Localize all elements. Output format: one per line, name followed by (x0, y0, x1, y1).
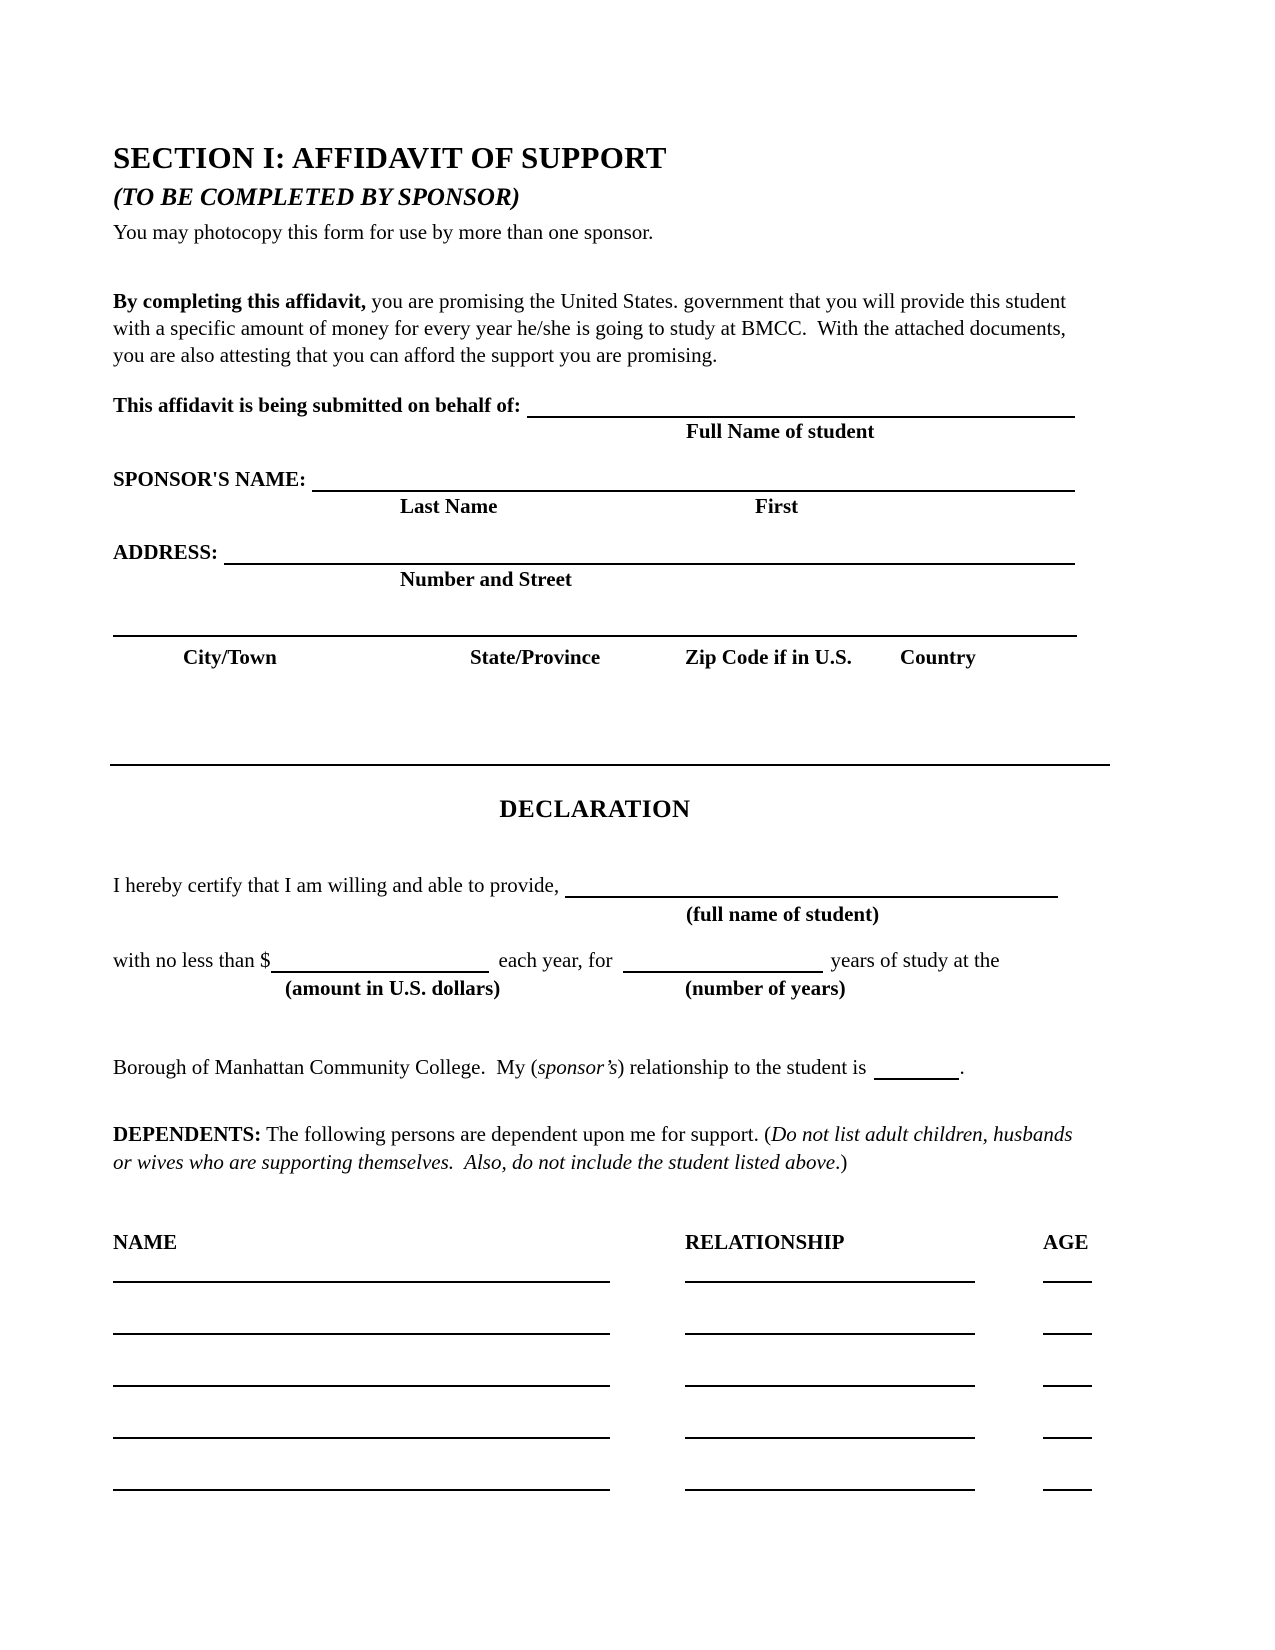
sponsor-name-row (113, 464, 1075, 492)
dependent-name-field[interactable] (113, 1463, 610, 1491)
page-title: SECTION I: AFFIDAVIT OF SUPPORT (113, 140, 667, 175)
behalf-label: This affidavit is being submitted on behalf of: (113, 393, 521, 417)
declaration-student-field[interactable] (565, 870, 1058, 898)
address-street-field[interactable] (224, 537, 1075, 565)
amount-row (113, 945, 1113, 973)
last-name-caption: Last Name (400, 494, 498, 518)
dependent-relationship-field[interactable] (685, 1307, 975, 1335)
borough-text: Borough of Manhattan Community College. My ( (113, 1055, 538, 1079)
dependent-age-field[interactable] (1043, 1359, 1092, 1387)
dependent-age-field[interactable] (1043, 1307, 1092, 1335)
behalf-row (113, 390, 1075, 418)
intro-lead-text: you are promising the United States. government that you will provide this student with a specific amount of money for every year he/she is going to study at BMCC. With the attached documents, you are also attesting that you can afford the support you are promising. (113, 289, 1072, 367)
dependent-relationship-field[interactable] (685, 1411, 975, 1439)
dependent-name-field[interactable] (113, 1411, 610, 1439)
sponsors-italic-text: sponsor’s (537, 1055, 618, 1079)
amount-label: with no less than $ (113, 948, 271, 972)
address-row (113, 537, 1075, 565)
sponsor-name-label: SPONSOR'S NAME: (113, 467, 307, 491)
page-subtitle: (TO BE COMPLETED BY SPONSOR) (113, 184, 520, 211)
address-line2-field[interactable] (113, 609, 1077, 637)
dependents-paragraph (113, 1120, 1081, 1176)
city-town-caption: City/Town (183, 645, 277, 669)
country-caption: Country (900, 645, 976, 669)
dependents-header-name: NAME (113, 1230, 178, 1254)
dependent-row (0, 1307, 1275, 1333)
years-field[interactable] (623, 945, 823, 973)
photocopy-note: You may photocopy this form for use by more than one sponsor. (113, 220, 654, 244)
dependent-age-field[interactable] (1043, 1411, 1092, 1439)
dependents-italic-text: Do not list adult children, husbands or wives who are supporting themselves. Also, do not include the student listed above (113, 1122, 1078, 1174)
sentence-period: . (959, 1055, 965, 1079)
years-suffix-text: years of study at the (830, 948, 1000, 972)
declaration-student-caption: (full name of student) (686, 902, 880, 926)
address-label: ADDRESS: (113, 540, 219, 564)
intro-lead-bold: By completing this affidavit, (113, 289, 367, 313)
each-year-text: each year, for (498, 948, 613, 972)
first-name-caption: First (755, 494, 799, 518)
dependent-relationship-field[interactable] (685, 1359, 975, 1387)
dependent-name-field[interactable] (113, 1359, 610, 1387)
dependents-header-relationship: RELATIONSHIP (685, 1230, 845, 1254)
dependent-age-field[interactable] (1043, 1255, 1092, 1283)
number-and-street-caption: Number and Street (400, 567, 572, 591)
student-name-field[interactable] (527, 390, 1075, 418)
relationship-field[interactable] (874, 1052, 959, 1080)
dependent-row (0, 1255, 1275, 1281)
intro-paragraph (113, 288, 1081, 369)
dependent-relationship-field[interactable] (685, 1255, 975, 1283)
certify-row (113, 870, 1058, 898)
amount-caption: (amount in U.S. dollars) (285, 976, 501, 1000)
dependent-relationship-field[interactable] (685, 1463, 975, 1491)
years-caption: (number of years) (685, 976, 846, 1000)
dependents-label: DEPENDENTS: (113, 1122, 262, 1146)
borough-text-2: ) relationship to the student is (617, 1055, 867, 1079)
zip-code-caption: Zip Code if in U.S. (685, 645, 852, 669)
dependent-name-field[interactable] (113, 1255, 610, 1283)
sponsor-name-field[interactable] (312, 464, 1075, 492)
relationship-row (113, 1052, 1123, 1080)
dependent-row (0, 1359, 1275, 1385)
declaration-heading: DECLARATION (499, 796, 691, 823)
section-divider (110, 764, 1110, 766)
dependents-text: The following persons are dependent upon me for support. ( (261, 1122, 772, 1146)
full-name-of-student-caption: Full Name of student (686, 419, 875, 443)
dependent-row (0, 1411, 1275, 1437)
dependent-name-field[interactable] (113, 1307, 610, 1335)
certify-text: I hereby certify that I am willing and able to provide, (113, 873, 560, 897)
dependent-row (0, 1463, 1275, 1489)
dependents-header-age: AGE (1043, 1230, 1089, 1254)
state-province-caption: State/Province (470, 645, 601, 669)
dependent-age-field[interactable] (1043, 1463, 1092, 1491)
dependents-close-text: .) (835, 1150, 848, 1174)
amount-field[interactable] (271, 945, 489, 973)
